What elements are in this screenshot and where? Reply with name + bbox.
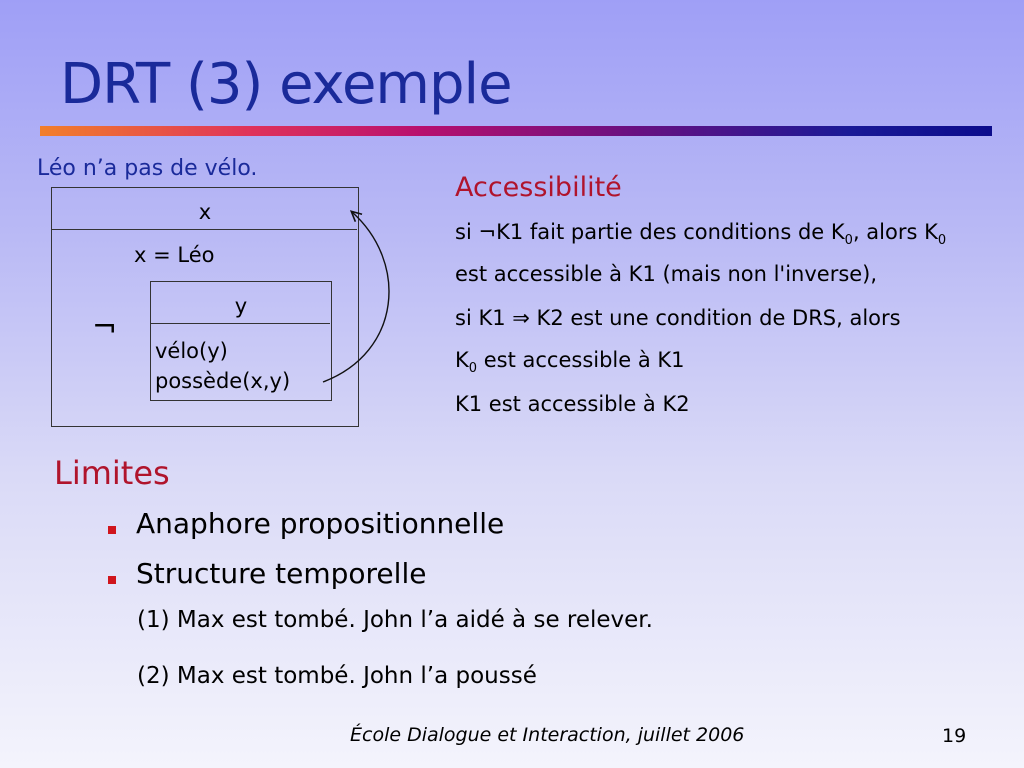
footer-text: École Dialogue et Interaction, juillet 2006 <box>350 724 745 746</box>
accessibility-line-1: si ¬K1 fait partie des conditions de $K_0$, alors $K_0$ <box>455 220 947 248</box>
slide-title: DRT (3) exemple <box>60 52 512 117</box>
accessibility-line-3: si K1 ⇒ K2 est une condition de DRS, alors <box>455 306 901 330</box>
implies-arrow-icon: ⇒ <box>512 306 530 330</box>
negation-icon: ¬ <box>92 310 118 345</box>
negation-icon: ¬ <box>478 220 497 244</box>
limit-example-1: (1) Max est tombé. John l’a aidé à se relever. <box>137 607 653 633</box>
limit-example-2: (2) Max est tombé. John l’a poussé <box>137 663 537 689</box>
limit-bullet-2: Structure temporelle <box>136 557 427 590</box>
accessibility-line-4: $K_0$ est accessible à K1 <box>455 348 685 376</box>
inner-condition-possede: possède(x,y) <box>155 369 291 393</box>
bullet-square-icon <box>108 576 116 584</box>
bullet-square-icon <box>108 526 116 534</box>
accessibility-line-2: est accessible à K1 (mais non l'inverse), <box>455 262 878 286</box>
example-sentence: Léo n’a pas de vélo. <box>37 156 258 181</box>
page-number: 19 <box>942 725 967 747</box>
outer-condition: x = Léo <box>134 243 215 267</box>
inner-condition-velo: vélo(y) <box>155 339 228 363</box>
accessibility-heading: Accessibilité <box>455 172 622 203</box>
inner-universe-variable: y <box>234 294 248 318</box>
accessibility-line-5: K1 est accessible à K2 <box>455 392 690 416</box>
outer-universe-variable: x <box>198 200 212 224</box>
limit-bullet-1: Anaphore propositionnelle <box>136 507 505 540</box>
limits-heading: Limites <box>54 454 170 492</box>
